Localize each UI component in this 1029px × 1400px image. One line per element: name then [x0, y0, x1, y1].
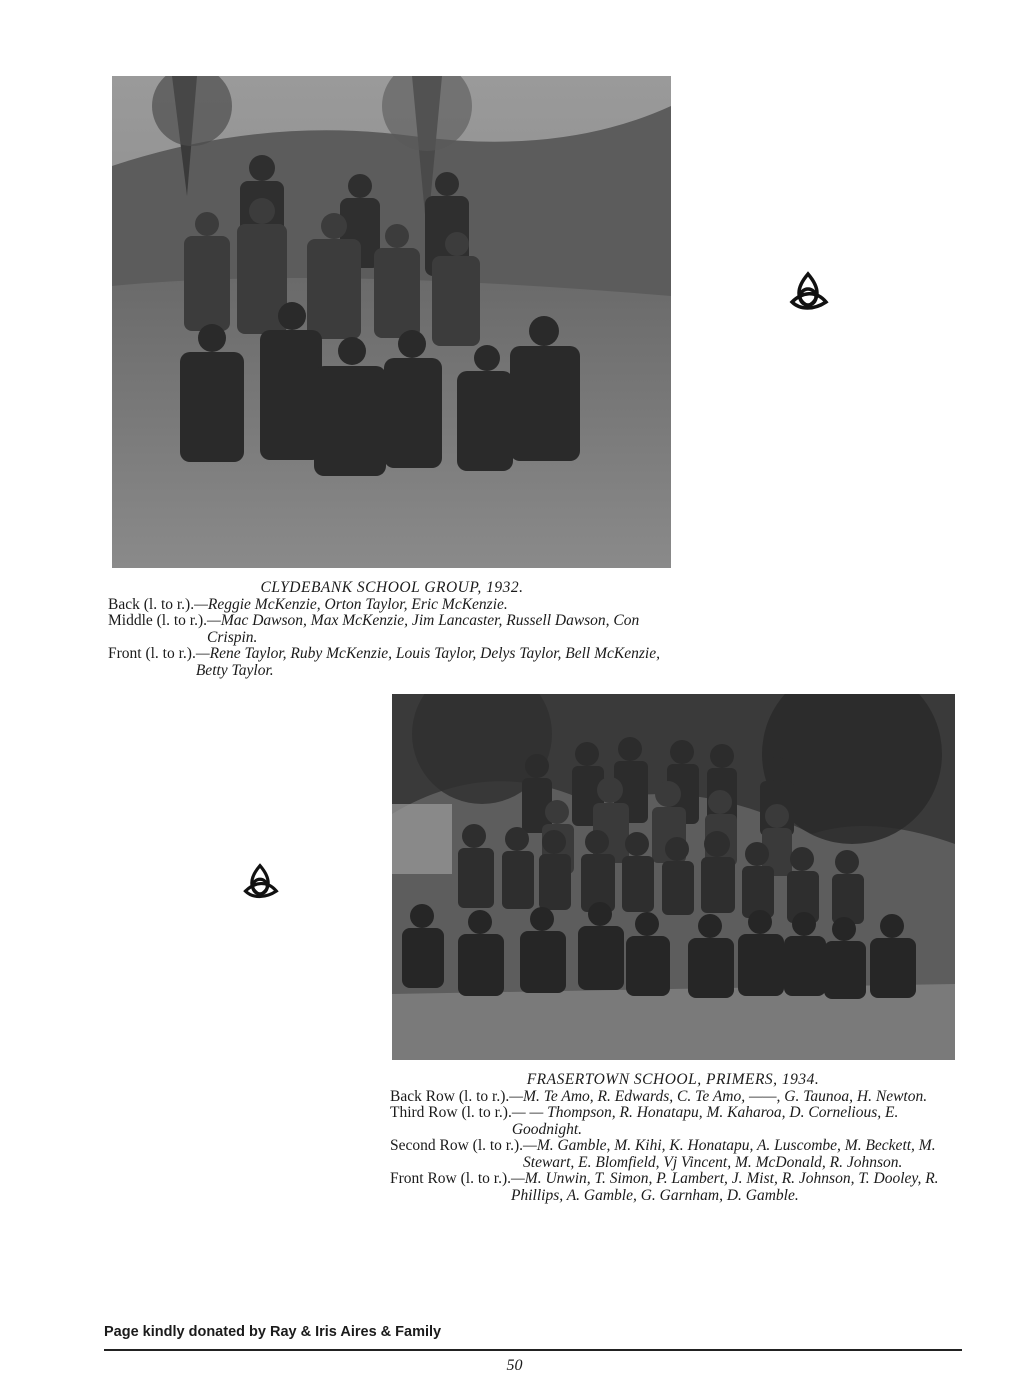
- caption-row-names: —Rene Taylor, Ruby McKenzie, Louis Taylor, Delys Taylor, Bell McKenzie, Betty Taylor.: [195, 645, 660, 679]
- caption-row-label: Second Row (l. to r.).: [390, 1137, 524, 1154]
- clydebank-caption-back: [108, 597, 676, 614]
- clydebank-photo: [112, 76, 671, 568]
- caption-row-label: Front (l. to r.).: [108, 645, 196, 662]
- footer-divider: [104, 1349, 962, 1351]
- frasertown-caption-back: [390, 1089, 956, 1106]
- caption-row-label: Third Row (l. to r.).: [390, 1104, 512, 1121]
- frasertown-caption-second: [390, 1138, 956, 1171]
- donation-note: Page kindly donated by Ray & Iris Aires & Family: [104, 1324, 442, 1340]
- frasertown-caption: [390, 1072, 956, 1204]
- caption-row-label: Middle (l. to r.).: [108, 612, 208, 629]
- caption-row-names: —M. Unwin, T. Simon, P. Lambert, J. Mist, R. Johnson, T. Dooley, R. Phillips, A. Gamble, G. Garnham, D. Gamble.: [511, 1170, 939, 1204]
- clydebank-photo-image: [112, 76, 671, 568]
- caption-row-names: —M. Gamble, M. Kihi, K. Honatapu, A. Luscombe, M. Beckett, M. Stewart, E. Blomfield, Vj Vincent, M. McDonald, R. Johnson.: [523, 1137, 936, 1171]
- triquetra-knot-icon: [240, 862, 280, 902]
- clydebank-caption-title: CLYDEBANK SCHOOL GROUP, 1932.: [260, 579, 524, 596]
- clydebank-caption-front: [108, 646, 676, 679]
- caption-row-names: —Reggie McKenzie, Orton Taylor, Eric McKenzie.: [194, 595, 508, 613]
- page-number: 50: [506, 1357, 523, 1374]
- triquetra-knot-icon: [786, 270, 830, 314]
- caption-row-label: Front Row (l. to r.).: [390, 1170, 511, 1187]
- clydebank-caption-middle: [108, 613, 676, 646]
- caption-row-label: Back Row (l. to r.).: [390, 1087, 510, 1105]
- frasertown-caption-title: FRASERTOWN SCHOOL, PRIMERS, 1934.: [526, 1071, 820, 1088]
- frasertown-photo-image: [392, 694, 955, 1060]
- frasertown-caption-front: [390, 1171, 956, 1204]
- frasertown-photo: [392, 694, 955, 1060]
- frasertown-caption-third: [390, 1105, 956, 1138]
- caption-row-names: —Mac Dawson, Max McKenzie, Jim Lancaster, Russell Dawson, Con Crispin.: [207, 612, 640, 646]
- caption-row-label: Back (l. to r.).: [108, 595, 195, 613]
- clydebank-caption: [108, 580, 676, 679]
- caption-row-names: — — Thompson, R. Honatapu, M. Kaharoa, D. Cornelious, E. Goodnight.: [511, 1104, 899, 1138]
- caption-row-names: —M. Te Amo, R. Edwards, C. Te Amo, ——, G. Taunoa, H. Newton.: [509, 1087, 928, 1105]
